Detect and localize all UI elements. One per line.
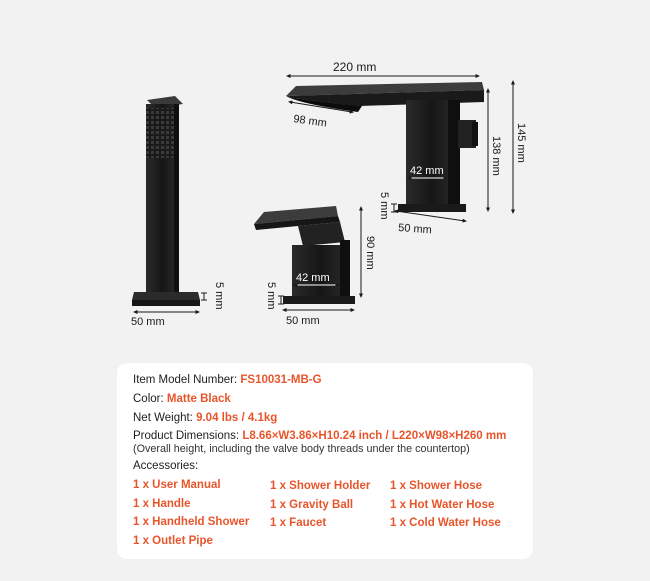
- accessory-item: 1 x Cold Water Hose: [390, 517, 501, 529]
- hand-shower: [132, 96, 200, 306]
- spout-width-label: 220 mm: [333, 60, 377, 74]
- accessory-item: 1 x User Manual: [133, 479, 221, 491]
- handle-base-thickness-label: 5 mm: [265, 282, 277, 310]
- handle-base-width-label: 50 mm: [286, 315, 320, 327]
- spec-weight-value: 9.04 lbs / 4.1kg: [196, 412, 278, 424]
- spec-dimensions-value: L8.66×W3.86×H10.24 inch / L220×W98×H260 mm: [242, 430, 507, 442]
- accessory-item: 1 x Outlet Pipe: [133, 535, 213, 547]
- accessory-item: 1 x Hot Water Hose: [390, 499, 495, 511]
- accessory-item: 1 x Shower Hose: [390, 480, 483, 492]
- shower-base-thickness-label: 5 mm: [213, 282, 225, 310]
- spec-weight-label: Net Weight:: [133, 412, 193, 424]
- accessory-item: 1 x Shower Holder: [270, 480, 371, 492]
- spec-color-value: Matte Black: [166, 393, 231, 405]
- spec-color-label: Color:: [133, 393, 164, 405]
- spout-height-label: 145 mm: [515, 123, 527, 163]
- handle-body-width-label: 42 mm: [296, 272, 330, 284]
- spec-dimensions-note: (Overall height, including the valve body threads under the countertop): [133, 443, 470, 455]
- spec-card: [117, 363, 533, 559]
- accessory-item: 1 x Handle: [133, 498, 191, 510]
- spout-body-width-label: 42 mm: [410, 165, 444, 177]
- spec-model-label: Item Model Number:: [133, 374, 238, 386]
- spec-color: [133, 393, 231, 405]
- accessories-title: Accessories:: [133, 460, 199, 472]
- spec-dimensions: [133, 430, 506, 442]
- spout-body-height-label: 138 mm: [490, 136, 502, 176]
- spec-weight: [133, 412, 277, 424]
- shower-base-width-label: 50 mm: [131, 316, 165, 328]
- accessory-item: 1 x Faucet: [270, 517, 327, 529]
- spout-base-thickness-label: 5 mm: [378, 192, 390, 220]
- spout-base-width-label: 50 mm: [397, 222, 433, 237]
- accessory-item: 1 x Handheld Shower: [133, 516, 250, 528]
- spec-dimensions-label: Product Dimensions:: [133, 430, 240, 442]
- spec-model-value: FS10031-MB-G: [240, 374, 322, 386]
- spec-model: [133, 374, 322, 386]
- spout-depth-label: 98 mm: [292, 113, 328, 130]
- accessory-item: 1 x Gravity Ball: [270, 499, 354, 511]
- handle-height-label: 90 mm: [364, 236, 376, 270]
